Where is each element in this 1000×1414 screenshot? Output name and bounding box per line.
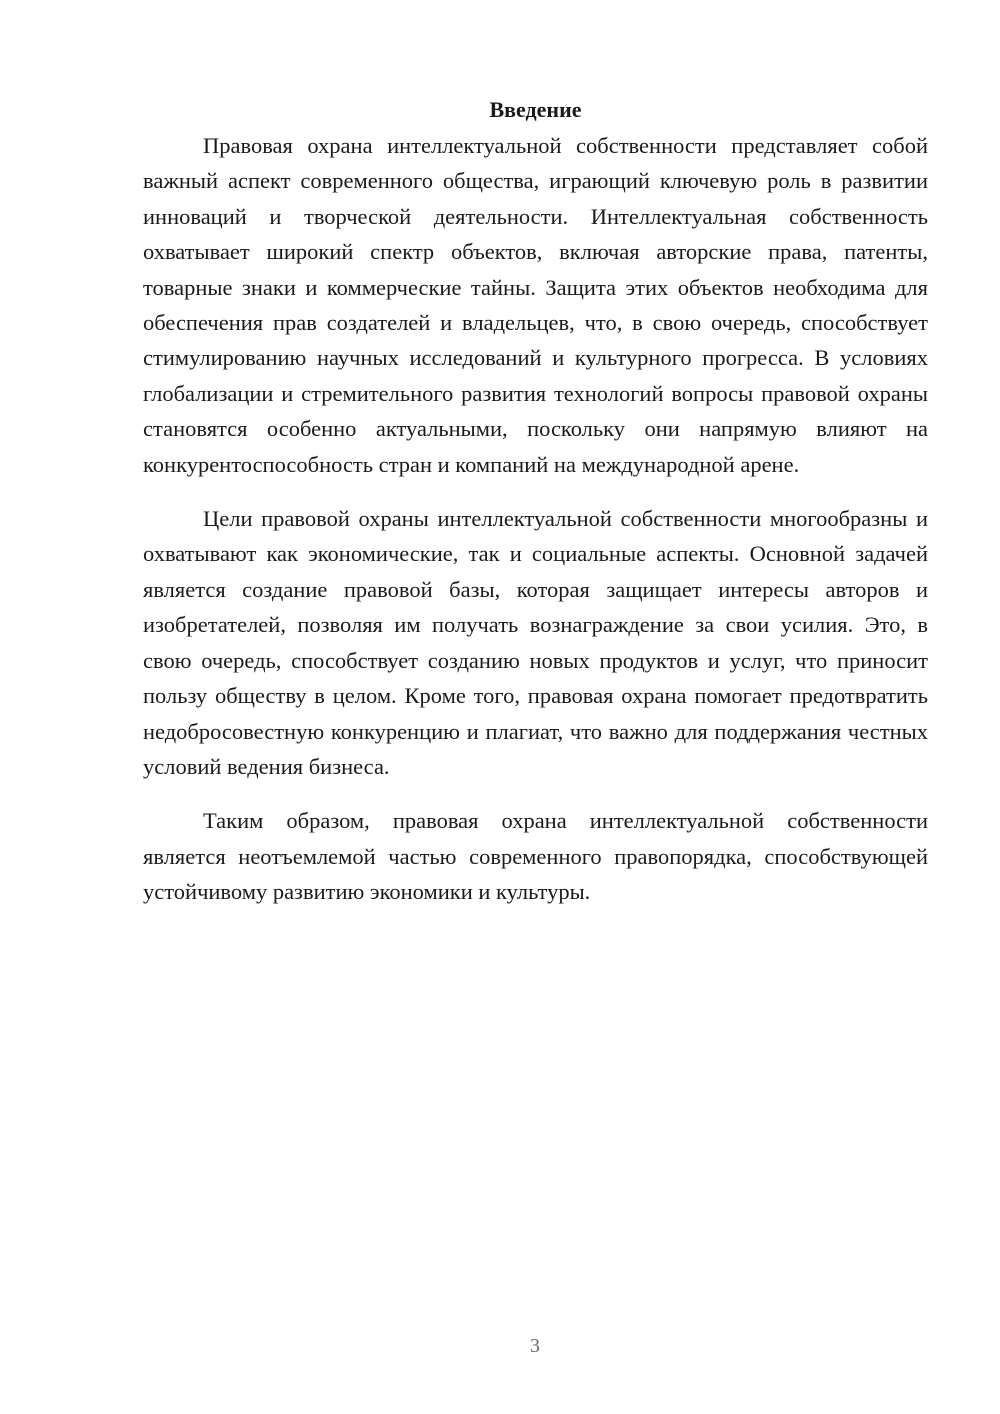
page-content — [143, 92, 928, 910]
section-heading: Введение — [489, 97, 582, 122]
paragraph-2: Цели правовой охраны интеллектуальной собственности многообразны и охватывают как экономические, так и социальные аспекты. Основной задачей является создание правовой базы, которая защищает интересы авторов и изобретателей, позволяя им получать вознаграждение за свои усилия. Это, в свою очередь, способствует созданию новых продуктов и услуг, что приносит пользу обществу в целом. Кроме того, правовая охрана помогает предотвратить недобросовестную конкуренцию и плагиат, что важно для поддержания честных условий ведения бизнеса. — [143, 506, 928, 779]
paragraph-1: Правовая охрана интеллектуальной собственности представляет собой важный аспект современного общества, играющий ключевую роль в развитии инноваций и творческой деятельности. Интеллектуальная собственность охватывает широкий спектр объектов, включая авторские права, патенты, товарные знаки и коммерческие тайны. Защита этих объектов необходима для обеспечения прав создателей и владельцев, что, в свою очередь, способствует стимулированию научных исследований и культурного прогресса. В условиях глобализации и стремительного развития технологий вопросы правовой охраны становятся особенно актуальными, поскольку они напрямую влияют на конкурентоспособность стран и компаний на международной арене. — [143, 133, 928, 477]
page-number: 3 — [530, 1335, 540, 1357]
paragraph-3: Таким образом, правовая охрана интеллектуальной собственности является неотъемлемой частью современного правопорядка, способствующей устойчивому развитию экономики и культуры. — [143, 808, 928, 905]
